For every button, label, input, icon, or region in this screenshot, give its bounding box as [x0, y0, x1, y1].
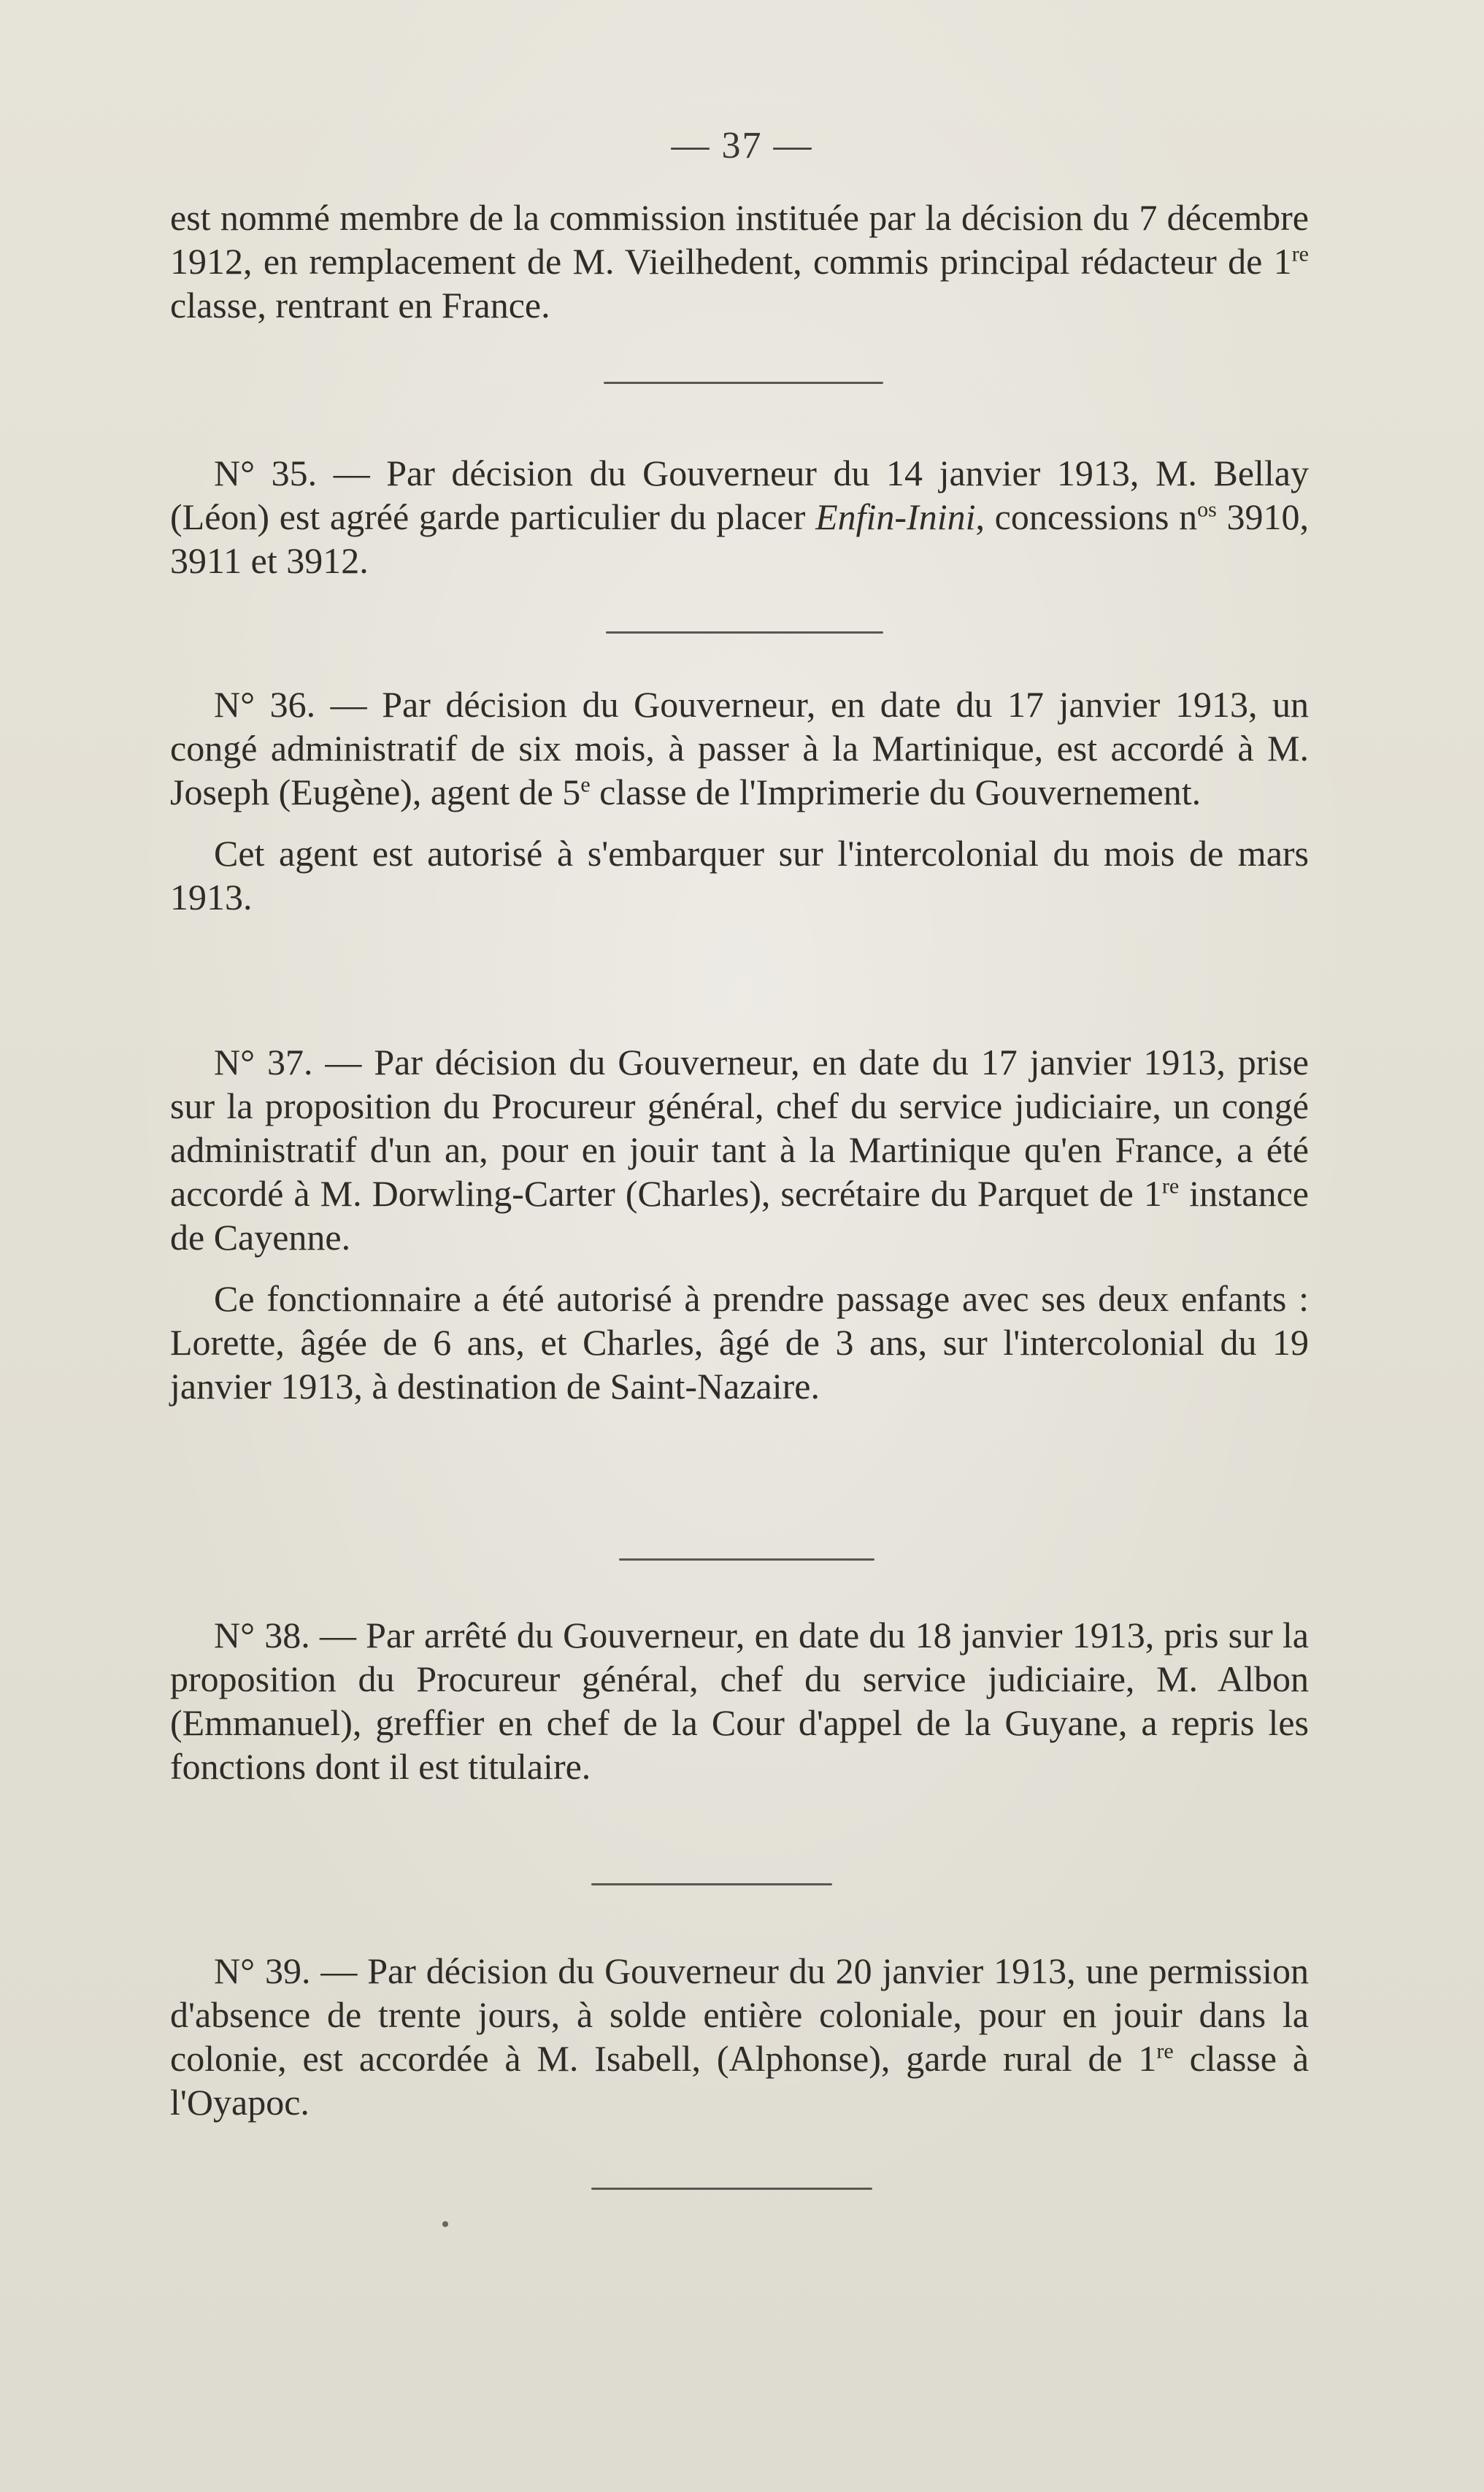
- separator-rule: [606, 631, 883, 634]
- paragraph-n35-text: N° 35. — Par décision du Gouverneur du 14 janvier 1913, M. Bellay (Léon) est agréé garde particulier du placer: [170, 453, 1309, 537]
- ink-speck: [442, 2221, 448, 2227]
- paragraph-n37-text-b: instance de Cayenne.: [170, 1173, 1309, 1258]
- paragraph-n36-text: N° 36. — Par décision du Gouverneur, en date du 17 janvier 1913, un congé administratif de six mois, à passer à la Martinique, est accordé à M. Joseph (Eugène), agent de 5: [170, 684, 1309, 812]
- paragraph-n36-text-b: classe de l'Imprimerie du Gouvernement.: [590, 772, 1202, 812]
- paragraph-intro: [170, 196, 1309, 327]
- paragraph-n37: [170, 1040, 1309, 1259]
- paragraph-n39-text-b: classe à l'Oyapoc.: [170, 2038, 1310, 2123]
- section-n38: [170, 1613, 1309, 1788]
- paragraph-n36: [170, 682, 1309, 814]
- ordinal-superscript: e: [580, 772, 591, 797]
- section-n35: [170, 451, 1309, 582]
- section-n37: [170, 1040, 1309, 1408]
- paragraph-intro-text: est nommé membre de la commission instituée par la décision du 7 décembre 1912, en remplacement de M. Vieilhedent, commis principal rédacteur de 1: [170, 197, 1309, 282]
- placer-name: Enfin-Inini: [815, 496, 976, 537]
- separator-rule: [591, 1883, 832, 1885]
- paragraph-n39: [170, 1949, 1309, 2124]
- section-intro: [170, 196, 1309, 327]
- paragraph-n38: N° 38. — Par arrêté du Gouverneur, en date du 18 janvier 1913, pris sur la proposition du Procureur général, chef du service judiciaire, M. Albon (Emmanuel), greffier en chef de la Cour d'appel de la Guyane, a repris les fonctions dont il est titulaire.: [170, 1615, 1309, 1787]
- ordinal-superscript: os: [1197, 497, 1217, 522]
- paragraph-intro-end: classe, rentrant en France.: [170, 285, 550, 326]
- paragraph-n35-text-b: , concessions n: [975, 496, 1198, 537]
- paragraph-n35: [170, 451, 1309, 582]
- separator-rule: [619, 1558, 874, 1561]
- ordinal-superscript: re: [1291, 242, 1309, 266]
- paragraph-n37-text: N° 37. — Par décision du Gouverneur, en date du 17 janvier 1913, prise sur la proposition du Procureur général, chef du service judiciaire, un congé administratif d'un an, pour en jouir tant à la Martinique qu'en France, a été accordé à M. Dorwling-Carter (Charles), secrétaire du Parquet de 1: [170, 1042, 1309, 1214]
- paragraph-n35-text-c: 3910, 3911 et 3912.: [170, 496, 1310, 581]
- section-n36: [170, 682, 1309, 919]
- separator-rule: [591, 2188, 872, 2190]
- separator-rule: [604, 382, 883, 384]
- paragraph-n36-2: Cet agent est autorisé à s'embarquer sur l'intercolonial du mois de mars 1913.: [170, 833, 1309, 918]
- page-number: — 37 —: [671, 125, 813, 166]
- ordinal-superscript: re: [1161, 1174, 1180, 1199]
- paragraph-n39-text: N° 39. — Par décision du Gouverneur du 20 janvier 1913, une permission d'absence de trente jours, à solde entière coloniale, pour en jouir dans la colonie, est accordée à M. Isabell, (Alphonse), garde rural de 1: [170, 1950, 1309, 2079]
- ordinal-superscript: re: [1156, 2039, 1174, 2064]
- paragraph-n37-2: Ce fonctionnaire a été autorisé à prendre passage avec ses deux enfants : Lorette, âgée de 6 ans, et Charles, âgé de 3 ans, sur l'intercolonial du 19 janvier 1913, à destination de Saint-Nazaire.: [170, 1278, 1309, 1407]
- section-n39: [170, 1949, 1309, 2124]
